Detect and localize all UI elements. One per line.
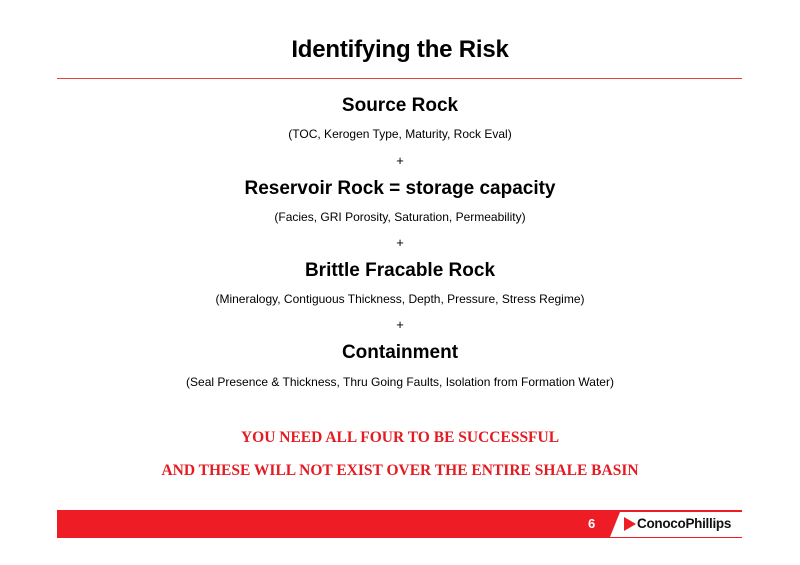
plus-sign: + [396,153,404,168]
page-number: 6 [588,516,596,531]
plus-sign: + [396,317,404,332]
factor-detail-brittle-fracable-rock: (Mineralogy, Contiguous Thickness, Depth, Pressure, Stress Regime) [215,292,585,306]
slide-title: Identifying the Risk [291,36,509,63]
plus-sign: + [396,235,404,250]
factor-detail-source-rock: (TOC, Kerogen Type, Maturity, Rock Eval) [288,127,512,141]
factor-detail-containment: (Seal Presence & Thickness, Thru Going Faults, Isolation from Formation Water) [186,375,614,389]
factor-heading-brittle-fracable-rock: Brittle Fracable Rock [304,260,496,281]
company-logo-text: ConocoPhillips [637,516,732,531]
factor-heading-containment: Containment [341,342,459,363]
warning-line-1: YOU NEED ALL FOUR TO BE SUCCESSFUL [240,429,560,446]
title-divider [57,78,742,79]
factor-heading-source-rock: Source Rock [341,95,459,116]
conocophillips-logo-icon [624,517,636,531]
warning-line-2: AND THESE WILL NOT EXIST OVER THE ENTIRE SHALE BASIN [161,462,639,479]
factor-detail-reservoir-rock: (Facies, GRI Porosity, Saturation, Permeability) [274,210,526,224]
factor-heading-reservoir-rock: Reservoir Rock = storage capacity [244,178,556,199]
